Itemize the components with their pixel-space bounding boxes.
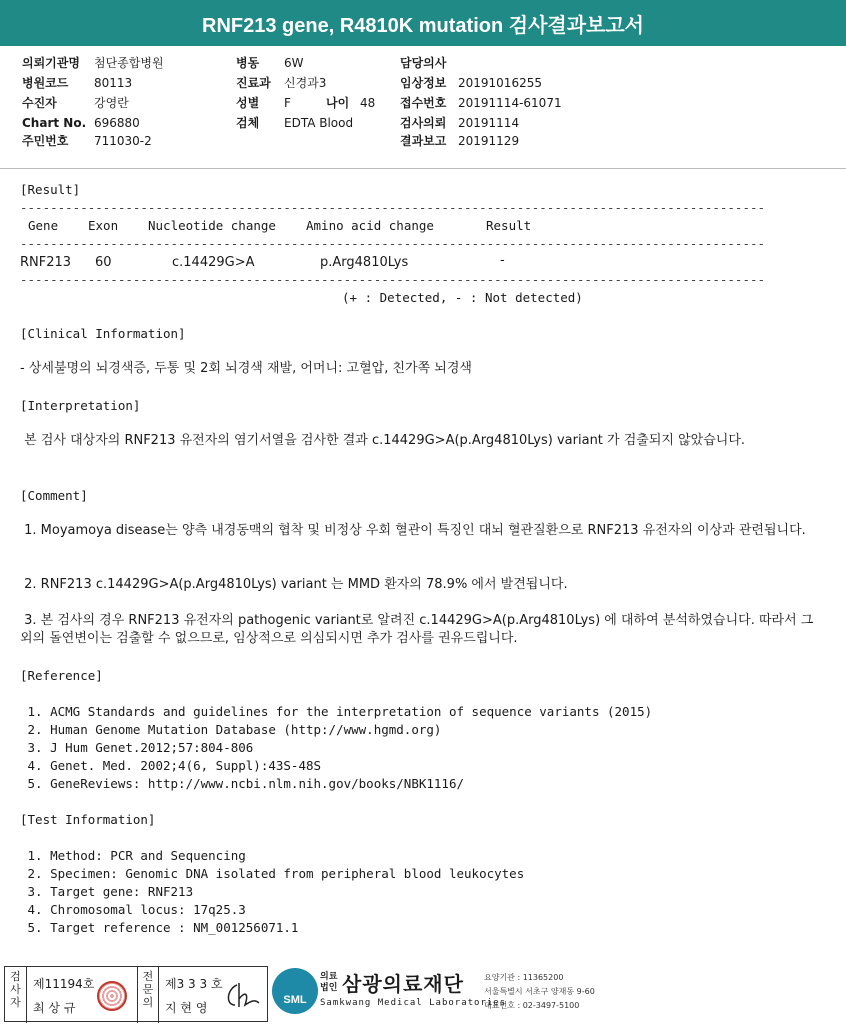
report-footer: [0, 962, 846, 1032]
dash-line: ---------------------------------------------------------------------------------------------------: [20, 200, 766, 215]
org-type-1: 의료: [320, 972, 338, 982]
table-cell: 60: [95, 255, 112, 270]
info-label: Chart No.: [22, 116, 87, 130]
info-label: 병동: [236, 56, 260, 70]
test-info-item: 5. Target reference : NM_001256071.1: [20, 920, 299, 935]
info-value: F: [284, 96, 291, 110]
table-cell: -: [500, 253, 505, 268]
test-info-heading: [Test Information]: [20, 812, 156, 827]
comment-item: 3. 본 검사의 경우 RNF213 유전자의 pathogenic variant로 알려진 c.14429G>A(p.Arg4810Lys) 에 대하여 분석하였습니다. 따라서 그 외의 돌연변이는 검출할 수 없으므로, 임상적으로 의심되시면 추가 검사를 권유드립니다.: [20, 613, 818, 646]
test-info-item: 2. Specimen: Genomic DNA isolated from peripheral blood leukocytes: [20, 866, 525, 881]
signature-icon: [223, 979, 263, 1011]
info-label: 담당의사: [400, 56, 447, 70]
result-legend: (+ : Detected, - : Not detected): [342, 290, 583, 305]
report-title: RNF213 gene, R4810K mutation 검사결과보고서: [0, 0, 846, 46]
info-label: 주민번호: [22, 134, 69, 148]
info-value: EDTA Blood: [284, 116, 354, 130]
info-label: 진료과: [236, 76, 271, 90]
interpretation-heading: [Interpretation]: [20, 398, 141, 413]
seal-stamp-icon: [97, 981, 127, 1011]
info-label: 임상정보: [400, 76, 447, 90]
info-label: 의뢰기관명: [22, 56, 80, 70]
contact-phone: 대표번호 : 02-3497-5100: [484, 1001, 580, 1010]
interpretation-text: 본 검사 대상자의 RNF213 유전자의 염기서열을 검사한 결과 c.14429G>A(p.Arg4810Lys) variant 가 검출되지 않았습니다.: [20, 433, 746, 448]
examiner-license: 제11194호: [33, 977, 95, 991]
clinical-text: - 상세불명의 뇌경색증, 두통 및 2회 뇌경색 재발, 어머니: 고혈압, 친가쪽 뇌경색: [20, 361, 472, 376]
info-label: 수진자: [22, 96, 57, 110]
comment-item: 1. Moyamoya disease는 양측 내경동맥의 협착 및 비정상 우회 혈관이 특징인 대뇌 혈관질환으로 RNF213 유전자의 이상과 관련됩니다.: [20, 523, 806, 538]
contact-address: 서울특별시 서초구 양재동 9-60: [484, 987, 595, 996]
comment-item: 2. RNF213 c.14429G>A(p.Arg4810Lys) variant 는 MMD 환자의 78.9% 에서 발견됩니다.: [20, 577, 568, 592]
info-value: 20191114-61071: [458, 96, 562, 110]
info-value: 711030-2: [94, 134, 152, 148]
reference-item: 3. J Hum Genet.2012;57:804-806: [20, 740, 254, 755]
org-name: 삼광의료재단: [342, 972, 464, 996]
reference-item: 5. GeneReviews: http://www.ncbi.nlm.nih.gov/books/NBK1116/: [20, 776, 465, 791]
specialist-label-text: 전문의: [142, 970, 154, 1009]
test-info-item: 1. Method: PCR and Sequencing: [20, 848, 246, 863]
info-label: 검사의뢰: [400, 116, 447, 130]
specialist-name: 지 현 영: [165, 1001, 208, 1015]
reference-heading: [Reference]: [20, 668, 103, 683]
col-header: Result: [486, 218, 532, 233]
specialist-license: 제3 3 3 호: [165, 977, 223, 991]
examiner-label: [5, 967, 27, 1023]
info-value: 첨단종합병원: [94, 56, 164, 70]
info-value: 6W: [284, 56, 304, 70]
dash-line: ---------------------------------------------------------------------------------------------------: [20, 272, 766, 287]
comment-heading: [Comment]: [20, 488, 88, 503]
col-header: Amino acid change: [306, 218, 434, 233]
patient-info: [22, 54, 822, 154]
info-value: 20191114: [458, 116, 520, 130]
org-type-2: 법인: [320, 983, 338, 993]
info-value: 강영란: [94, 96, 129, 110]
info-label: 검체: [236, 116, 260, 130]
info-value: 20191129: [458, 134, 520, 148]
col-header: Nucleotide change: [148, 218, 276, 233]
reference-item: 1. ACMG Standards and guidelines for the interpretation of sequence variants (2015): [20, 704, 653, 719]
col-header: Gene: [28, 218, 59, 233]
logo-text: SML: [283, 994, 307, 1006]
info-label: 결과보고: [400, 134, 447, 148]
org-english-name: Samkwang Medical Laboratories: [320, 998, 507, 1008]
dash-line: ---------------------------------------------------------------------------------------------------: [20, 236, 766, 251]
table-cell: RNF213: [20, 255, 72, 270]
info-label: 병원코드: [22, 76, 69, 90]
result-heading: [Result]: [20, 182, 81, 197]
info-value: 20191016255: [458, 76, 542, 90]
table-cell: p.Arg4810Lys: [320, 255, 409, 270]
test-info-item: 3. Target gene: RNF213: [20, 884, 194, 899]
reference-item: 4. Genet. Med. 2002;4(6, Suppl):43S-48S: [20, 758, 322, 773]
col-header: Exon: [88, 218, 119, 233]
examiner-label-text: 검사자: [10, 970, 21, 1009]
info-value: 신경과3: [284, 76, 327, 90]
info-value: 80113: [94, 76, 133, 90]
specialist-label: [137, 967, 159, 1023]
info-label: 성별: [236, 96, 260, 110]
test-info-item: 4. Chromosomal locus: 17q25.3: [20, 902, 246, 917]
table-cell: c.14429G>A: [172, 255, 255, 270]
clinical-heading: [Clinical Information]: [20, 326, 186, 341]
signature-box: [4, 966, 268, 1022]
info-value: 696880: [94, 116, 140, 130]
info-label: 접수번호: [400, 96, 447, 110]
org-logo-icon: [272, 968, 318, 1014]
age-label: 나이: [326, 96, 350, 110]
contact-code: 요양기관 : 11365200: [484, 973, 564, 982]
reference-item: 2. Human Genome Mutation Database (http://www.hgmd.org): [20, 722, 442, 737]
section-divider: [0, 168, 846, 169]
examiner-name: 최 상 규: [33, 1001, 76, 1015]
age-value: 48: [360, 96, 376, 110]
